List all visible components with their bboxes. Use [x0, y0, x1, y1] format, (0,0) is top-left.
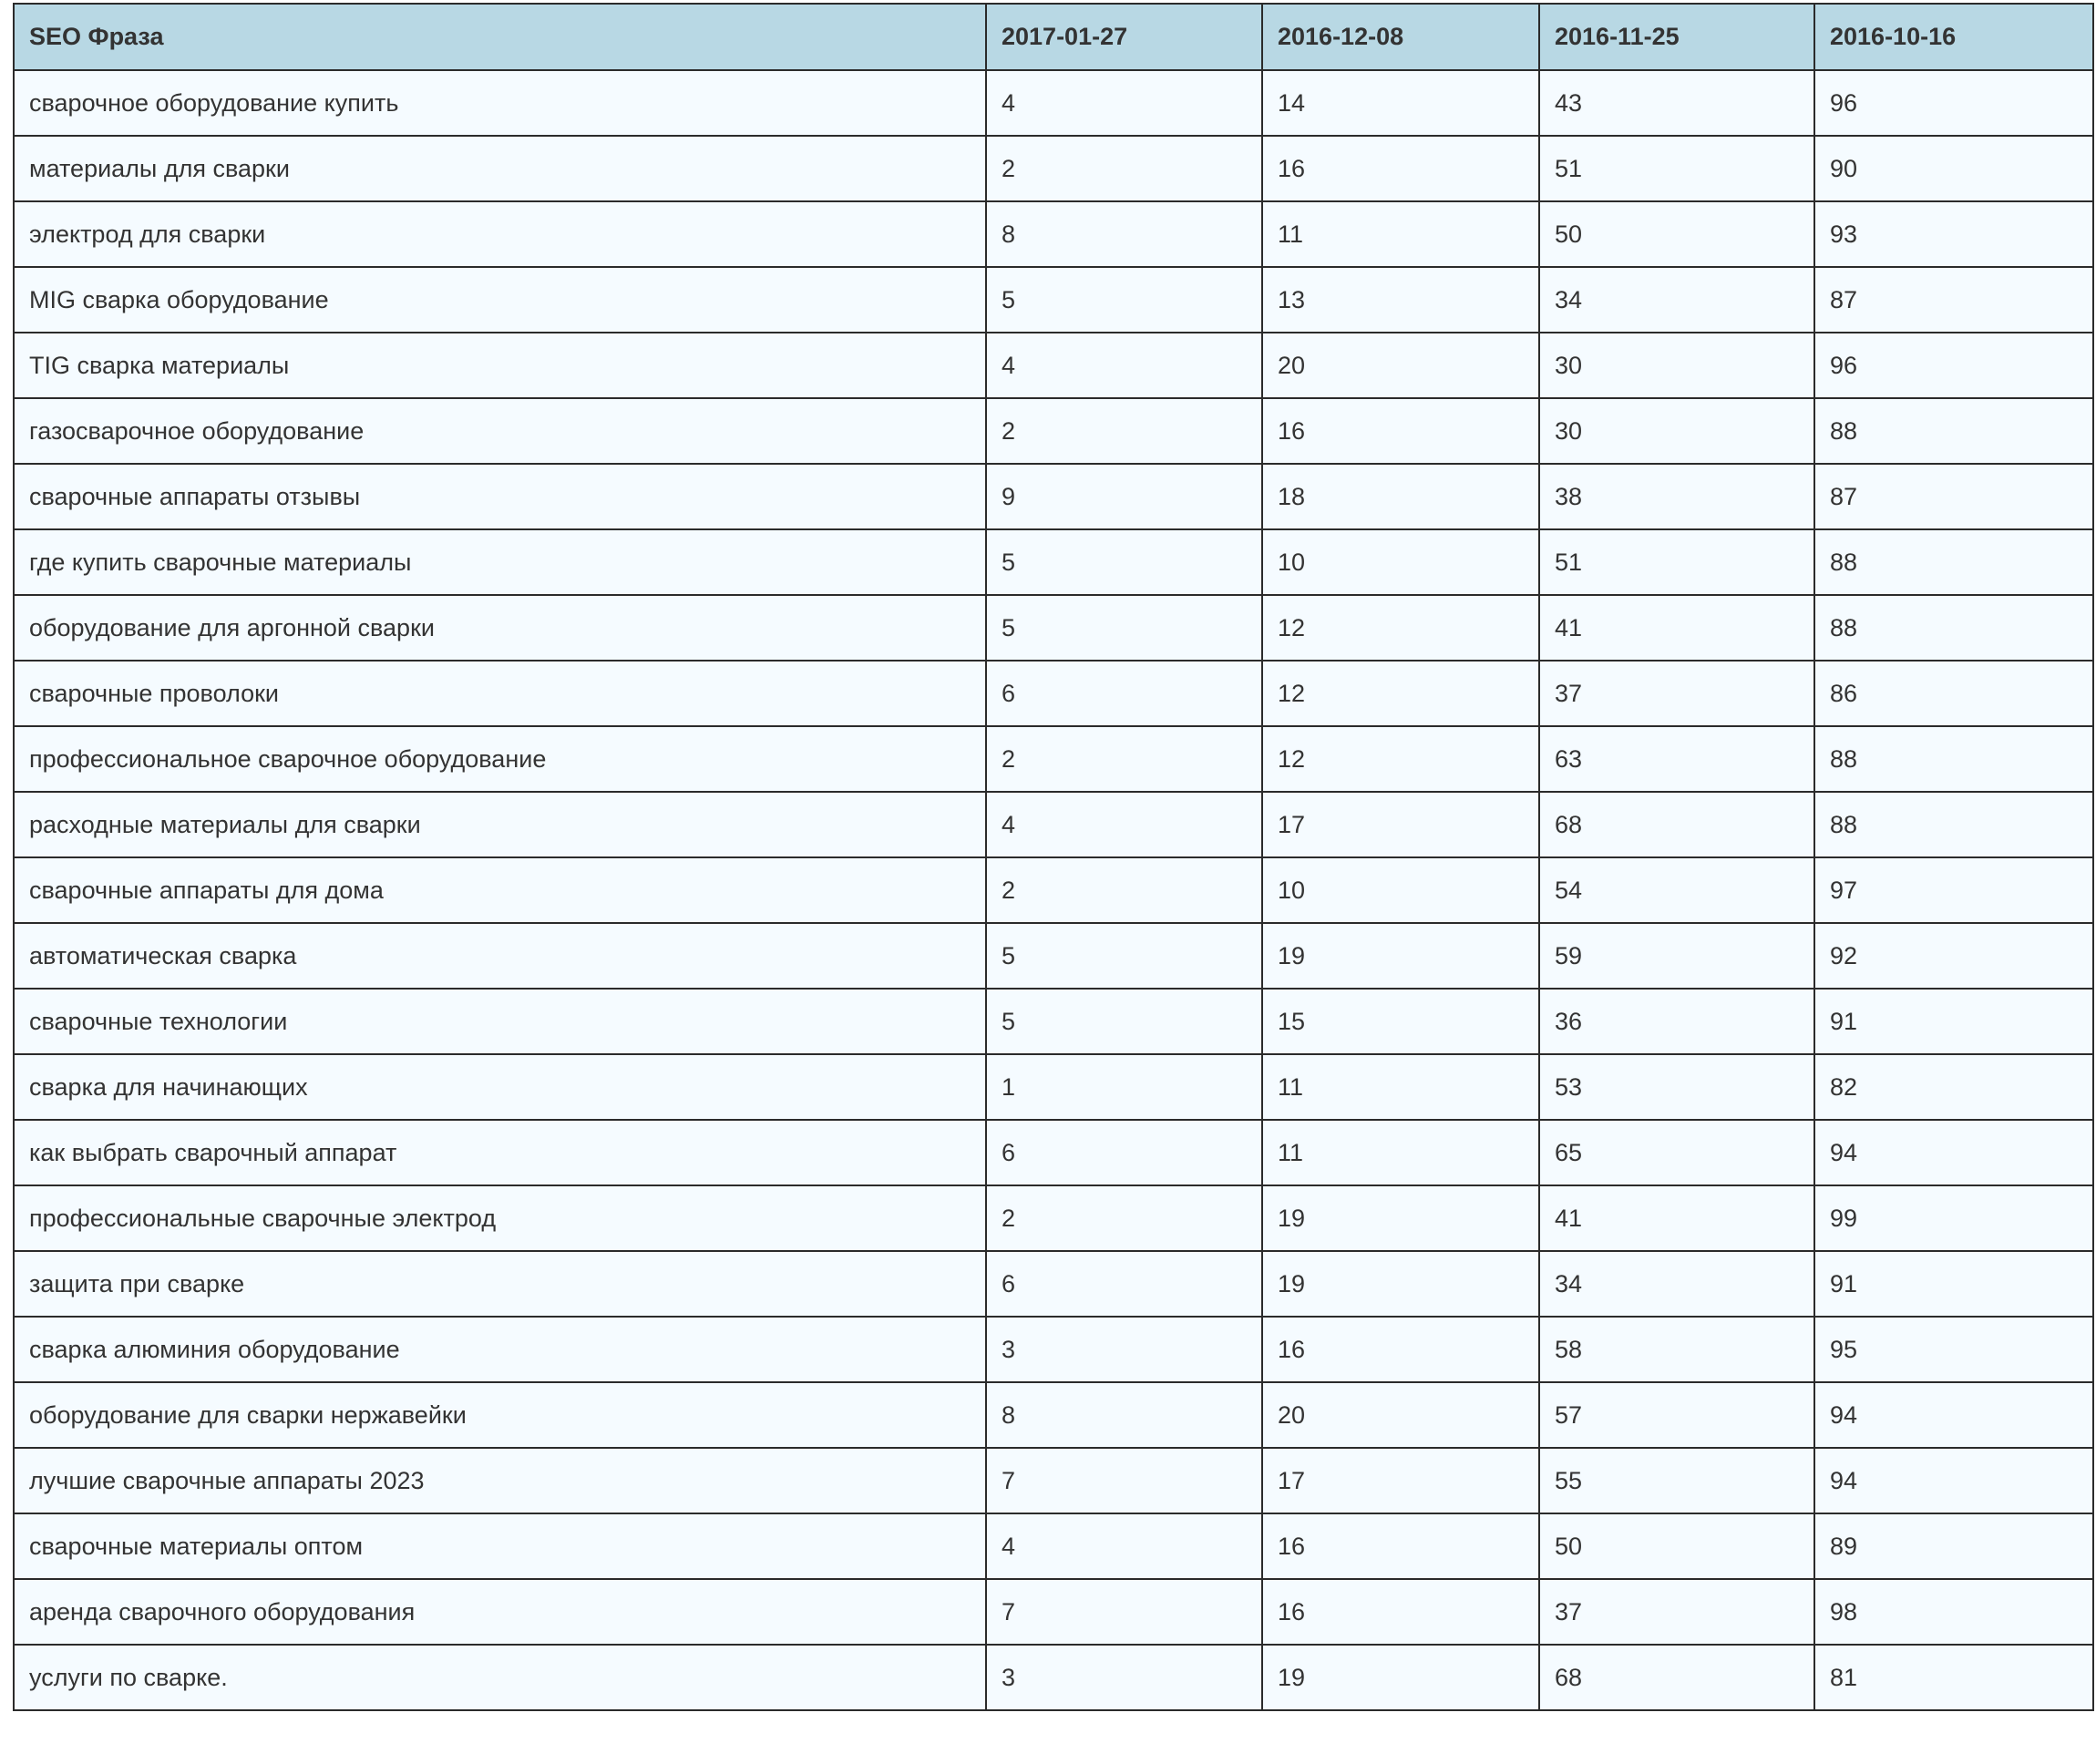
cell-seo-phrase: TIG сварка материалы: [14, 333, 986, 398]
cell-position: 14: [1262, 70, 1539, 136]
cell-position: 34: [1539, 1251, 1814, 1317]
table-row: [14, 1251, 2093, 1317]
cell-position: 16: [1262, 136, 1539, 201]
cell-position: 37: [1539, 1579, 1814, 1645]
cell-position: 87: [1814, 464, 2093, 529]
cell-seo-phrase: расходные материалы для сварки: [14, 792, 986, 857]
seo-rankings-table: [13, 3, 2094, 1711]
cell-position: 98: [1814, 1579, 2093, 1645]
cell-position: 96: [1814, 70, 2093, 136]
table-body: [14, 70, 2093, 1710]
cell-position: 94: [1814, 1120, 2093, 1185]
cell-position: 12: [1262, 595, 1539, 661]
cell-seo-phrase: аренда сварочного оборудования: [14, 1579, 986, 1645]
table-row: [14, 267, 2093, 333]
cell-position: 94: [1814, 1448, 2093, 1513]
cell-position: 1: [986, 1054, 1262, 1120]
cell-position: 91: [1814, 989, 2093, 1054]
cell-position: 13: [1262, 267, 1539, 333]
cell-position: 8: [986, 1382, 1262, 1448]
cell-position: 16: [1262, 1513, 1539, 1579]
cell-position: 19: [1262, 1185, 1539, 1251]
table-row: [14, 1448, 2093, 1513]
cell-position: 94: [1814, 1382, 2093, 1448]
cell-position: 11: [1262, 1054, 1539, 1120]
cell-position: 51: [1539, 136, 1814, 201]
table-row: [14, 201, 2093, 267]
table-row: [14, 136, 2093, 201]
cell-position: 97: [1814, 857, 2093, 923]
cell-position: 6: [986, 661, 1262, 726]
cell-position: 50: [1539, 1513, 1814, 1579]
table-row: [14, 1185, 2093, 1251]
cell-seo-phrase: сварка алюминия оборудование: [14, 1317, 986, 1382]
seo-rankings-table-container: [13, 3, 2092, 1711]
cell-position: 17: [1262, 792, 1539, 857]
table-row: [14, 726, 2093, 792]
cell-position: 99: [1814, 1185, 2093, 1251]
cell-position: 88: [1814, 726, 2093, 792]
cell-position: 2: [986, 136, 1262, 201]
table-row: [14, 857, 2093, 923]
cell-seo-phrase: сварочные проволоки: [14, 661, 986, 726]
header-seo-phrase: SEO Фраза: [14, 4, 986, 70]
cell-position: 81: [1814, 1645, 2093, 1710]
cell-position: 34: [1539, 267, 1814, 333]
cell-position: 36: [1539, 989, 1814, 1054]
cell-position: 20: [1262, 1382, 1539, 1448]
cell-position: 5: [986, 595, 1262, 661]
table-row: [14, 1120, 2093, 1185]
table-row: [14, 923, 2093, 989]
cell-position: 12: [1262, 726, 1539, 792]
cell-position: 5: [986, 529, 1262, 595]
cell-seo-phrase: сварочные аппараты для дома: [14, 857, 986, 923]
table-row: [14, 529, 2093, 595]
cell-seo-phrase: оборудование для аргонной сварки: [14, 595, 986, 661]
cell-position: 7: [986, 1579, 1262, 1645]
cell-seo-phrase: сварочные аппараты отзывы: [14, 464, 986, 529]
cell-position: 55: [1539, 1448, 1814, 1513]
cell-position: 6: [986, 1251, 1262, 1317]
header-date-2016-10-16: 2016-10-16: [1814, 4, 2093, 70]
cell-position: 95: [1814, 1317, 2093, 1382]
cell-seo-phrase: профессиональные сварочные электрод: [14, 1185, 986, 1251]
cell-position: 11: [1262, 1120, 1539, 1185]
cell-position: 86: [1814, 661, 2093, 726]
cell-position: 41: [1539, 1185, 1814, 1251]
cell-position: 88: [1814, 792, 2093, 857]
cell-position: 16: [1262, 1317, 1539, 1382]
table-row: [14, 1645, 2093, 1710]
cell-seo-phrase: автоматическая сварка: [14, 923, 986, 989]
cell-position: 10: [1262, 857, 1539, 923]
header-date-2017-01-27: 2017-01-27: [986, 4, 1262, 70]
cell-position: 65: [1539, 1120, 1814, 1185]
table-row: [14, 1317, 2093, 1382]
table-row: [14, 1382, 2093, 1448]
cell-seo-phrase: как выбрать сварочный аппарат: [14, 1120, 986, 1185]
cell-position: 59: [1539, 923, 1814, 989]
cell-position: 8: [986, 201, 1262, 267]
cell-position: 50: [1539, 201, 1814, 267]
cell-position: 5: [986, 923, 1262, 989]
cell-position: 19: [1262, 923, 1539, 989]
table-row: [14, 989, 2093, 1054]
cell-position: 91: [1814, 1251, 2093, 1317]
header-date-2016-12-08: 2016-12-08: [1262, 4, 1539, 70]
cell-position: 2: [986, 857, 1262, 923]
cell-position: 6: [986, 1120, 1262, 1185]
cell-seo-phrase: лучшие сварочные аппараты 2023: [14, 1448, 986, 1513]
cell-seo-phrase: где купить сварочные материалы: [14, 529, 986, 595]
cell-position: 82: [1814, 1054, 2093, 1120]
cell-position: 88: [1814, 529, 2093, 595]
cell-seo-phrase: сварочное оборудование купить: [14, 70, 986, 136]
cell-position: 16: [1262, 398, 1539, 464]
cell-position: 93: [1814, 201, 2093, 267]
cell-position: 30: [1539, 333, 1814, 398]
cell-position: 11: [1262, 201, 1539, 267]
cell-position: 96: [1814, 333, 2093, 398]
table-row: [14, 595, 2093, 661]
table-row: [14, 333, 2093, 398]
cell-seo-phrase: услуги по сварке.: [14, 1645, 986, 1710]
cell-position: 18: [1262, 464, 1539, 529]
table-row: [14, 1513, 2093, 1579]
cell-position: 88: [1814, 398, 2093, 464]
cell-position: 88: [1814, 595, 2093, 661]
cell-position: 68: [1539, 792, 1814, 857]
table-header: [14, 4, 2093, 70]
cell-position: 89: [1814, 1513, 2093, 1579]
cell-position: 10: [1262, 529, 1539, 595]
table-row: [14, 1579, 2093, 1645]
cell-seo-phrase: защита при сварке: [14, 1251, 986, 1317]
cell-position: 54: [1539, 857, 1814, 923]
cell-position: 19: [1262, 1251, 1539, 1317]
cell-position: 4: [986, 333, 1262, 398]
table-row: [14, 661, 2093, 726]
cell-position: 58: [1539, 1317, 1814, 1382]
table-row: [14, 398, 2093, 464]
cell-position: 90: [1814, 136, 2093, 201]
cell-seo-phrase: газосварочное оборудование: [14, 398, 986, 464]
cell-position: 2: [986, 1185, 1262, 1251]
cell-position: 12: [1262, 661, 1539, 726]
header-date-2016-11-25: 2016-11-25: [1539, 4, 1814, 70]
cell-position: 92: [1814, 923, 2093, 989]
cell-seo-phrase: материалы для сварки: [14, 136, 986, 201]
cell-seo-phrase: оборудование для сварки нержавейки: [14, 1382, 986, 1448]
cell-position: 63: [1539, 726, 1814, 792]
cell-position: 68: [1539, 1645, 1814, 1710]
cell-position: 37: [1539, 661, 1814, 726]
cell-position: 9: [986, 464, 1262, 529]
table-row: [14, 70, 2093, 136]
table-row: [14, 792, 2093, 857]
cell-position: 7: [986, 1448, 1262, 1513]
cell-seo-phrase: сварочные технологии: [14, 989, 986, 1054]
cell-position: 53: [1539, 1054, 1814, 1120]
cell-seo-phrase: электрод для сварки: [14, 201, 986, 267]
cell-position: 4: [986, 1513, 1262, 1579]
cell-position: 16: [1262, 1579, 1539, 1645]
cell-position: 51: [1539, 529, 1814, 595]
cell-position: 30: [1539, 398, 1814, 464]
table-row: [14, 1054, 2093, 1120]
cell-position: 2: [986, 726, 1262, 792]
cell-position: 5: [986, 267, 1262, 333]
cell-position: 17: [1262, 1448, 1539, 1513]
cell-position: 5: [986, 989, 1262, 1054]
table-row: [14, 464, 2093, 529]
cell-seo-phrase: сварочные материалы оптом: [14, 1513, 986, 1579]
cell-position: 41: [1539, 595, 1814, 661]
cell-position: 87: [1814, 267, 2093, 333]
cell-position: 57: [1539, 1382, 1814, 1448]
cell-seo-phrase: профессиональное сварочное оборудование: [14, 726, 986, 792]
cell-position: 4: [986, 792, 1262, 857]
cell-seo-phrase: сварка для начинающих: [14, 1054, 986, 1120]
cell-position: 4: [986, 70, 1262, 136]
cell-position: 2: [986, 398, 1262, 464]
cell-seo-phrase: MIG сварка оборудование: [14, 267, 986, 333]
cell-position: 3: [986, 1317, 1262, 1382]
header-row: [14, 4, 2093, 70]
cell-position: 19: [1262, 1645, 1539, 1710]
cell-position: 15: [1262, 989, 1539, 1054]
cell-position: 20: [1262, 333, 1539, 398]
cell-position: 3: [986, 1645, 1262, 1710]
cell-position: 38: [1539, 464, 1814, 529]
cell-position: 43: [1539, 70, 1814, 136]
